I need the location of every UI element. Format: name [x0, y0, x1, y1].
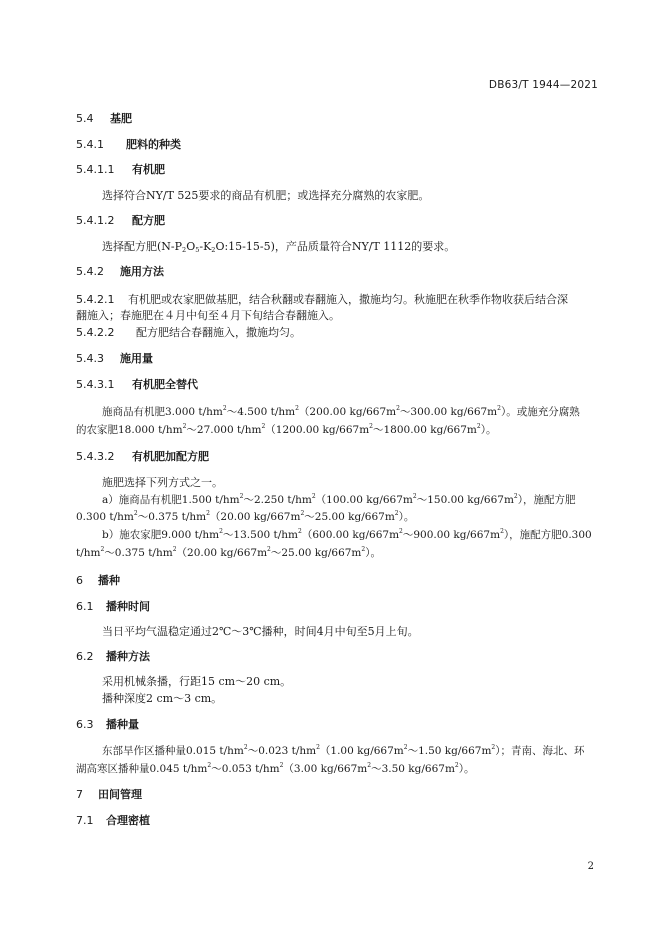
- section-number: 5.4.3.1: [76, 378, 115, 391]
- clause-number: 5.4.2.2: [76, 326, 115, 339]
- section-title: 肥料的种类: [126, 138, 181, 151]
- section-title: 施用方法: [120, 265, 164, 278]
- paragraph-5-4-2-2: 5.4.2.2 配方肥结合春翻施入，撒施均匀。: [76, 326, 301, 339]
- paragraph-6-1: 当日平均气温稳定通过2℃～3℃播种，时间4月中旬至5月上旬。: [102, 625, 419, 638]
- paragraph-6-2-line2: 播种深度2 cm～3 cm。: [102, 692, 223, 705]
- list-item-a-line2: 0.300 $t/hm^2\sim 0.375$ $t/hm^2(20.00$ $kg/667m^2\sim 25.00$ $kg/667m^2$）。: [76, 510, 415, 523]
- heading-5-4-2: [76, 263, 164, 279]
- heading-5-4-3-2: [76, 448, 209, 464]
- section-number: 6.3: [76, 718, 94, 731]
- paragraph-5-4-3-1-line1: 施商品有机肥3.000 $t/hm^2\sim 4.500$ $t/hm^2(200.00$ $kg/667m^2\sim 300.00$ $kg/667m^2$）。或施充分腐熟: [102, 405, 580, 418]
- paragraph-6-2-line1: 采用机械条播，行距15 cm～20 cm。: [102, 675, 292, 688]
- section-title: 田间管理: [98, 788, 142, 801]
- section-title: 有机肥全替代: [132, 378, 198, 391]
- heading-7-1: [76, 812, 150, 828]
- section-number: 5.4: [76, 112, 94, 125]
- section-title: 播种方法: [106, 650, 150, 663]
- list-item-b-line1: b）施农家肥9.000 $t/hm^2\sim 13.500$ $t/hm^2(600.00$ $kg/667m^2\sim 900.00$ $kg/667m^2$），施配方肥0.300: [102, 528, 592, 541]
- heading-5-4-1: [76, 136, 181, 152]
- heading-5-4-3-1: [76, 376, 198, 392]
- paragraph-5-4-1-1: 选择符合NY/T 525要求的商品有机肥；或选择充分腐熟的农家肥。: [102, 189, 430, 202]
- paragraph-6-3-line2: 湖高寒区播种量0.045 $t/hm^2\sim 0.053$ $t/hm^2(3.00$ $kg/667m^2\sim 3.50$ $kg/667m^2$）。: [76, 762, 475, 775]
- heading-6-2: [76, 648, 150, 664]
- paragraph-5-4-2-1-cont: 翻施入；春施肥在４月中旬至４月下旬结合春翻施入。: [76, 309, 340, 322]
- section-title: 施用量: [120, 352, 153, 365]
- section-number: 7.1: [76, 814, 94, 827]
- section-number: 7: [76, 788, 83, 801]
- section-title: 播种时间: [106, 600, 150, 613]
- heading-5-4: [76, 110, 132, 126]
- section-title: 有机肥: [132, 163, 165, 176]
- section-number: 6.2: [76, 650, 94, 663]
- section-title: 有机肥加配方肥: [132, 450, 209, 463]
- section-number: 5.4.3.2: [76, 450, 115, 463]
- heading-5-4-3: [76, 350, 153, 366]
- section-number: 5.4.1.1: [76, 163, 115, 176]
- section-number: 5.4.1.2: [76, 214, 115, 227]
- paragraph-6-3-line1: 东部旱作区播种量0.015 $t/hm^2\sim 0.023$ $t/hm^2(1.00$ $kg/667m^2\sim 1.50$ $kg/667m^2$）；青南、海北、环: [102, 744, 585, 757]
- heading-5-4-1-1: [76, 161, 165, 177]
- heading-6-1: [76, 598, 150, 614]
- section-title: 基肥: [110, 112, 132, 125]
- section-number: 5.4.3: [76, 352, 104, 365]
- section-number: 6.1: [76, 600, 94, 613]
- heading-6-3: [76, 716, 139, 732]
- section-title: 播种: [98, 574, 120, 587]
- list-item-b-line2: $t/hm^2\sim 0.375$ $t/hm^2(20.00$ $kg/667m^2\sim 25.00$ $kg/667m^2$）。: [76, 546, 381, 559]
- section-number: 5.4.2: [76, 265, 104, 278]
- list-item-a-line1: a）施商品有机肥1.500 $t/hm^2\sim 2.250$ $t/hm^2(100.00$ $kg/667m^2\sim 150.00$ $kg/667m^2$），施配方肥: [102, 493, 576, 506]
- clause-number: 5.4.2.1: [76, 293, 115, 306]
- section-title: 播种量: [106, 718, 139, 731]
- section-title: 合理密植: [106, 814, 150, 827]
- section-number: 6: [76, 574, 83, 587]
- paragraph-5-4-3-1-line2: 的农家肥18.000 $t/hm^2\sim 27.000$ $t/hm^2(1200.00$ $kg/667m^2\sim 1800.00$ $kg/667m^2$）。: [76, 423, 497, 436]
- heading-7: [76, 786, 142, 802]
- paragraph-5-4-3-2-intro: 施肥选择下列方式之一。: [102, 476, 223, 489]
- section-number: 5.4.1: [76, 138, 104, 151]
- section-title: 配方肥: [132, 214, 165, 227]
- heading-5-4-1-2: [76, 212, 165, 228]
- heading-6: [76, 572, 120, 588]
- paragraph-5-4-2-1: 5.4.2.1 有机肥或农家肥做基肥，结合秋翻或春翻施入，撒施均匀。秋施肥在秋季作物收获后结合深: [76, 293, 568, 306]
- document-code: DB63/T 1944—2021: [488, 79, 598, 91]
- paragraph-5-4-1-2: 选择配方肥$(N-P_2O_5-K_2O:15-15-5)$，产品质量符合NY/T 1112的要求。: [102, 240, 456, 254]
- page-number: 2: [587, 861, 594, 872]
